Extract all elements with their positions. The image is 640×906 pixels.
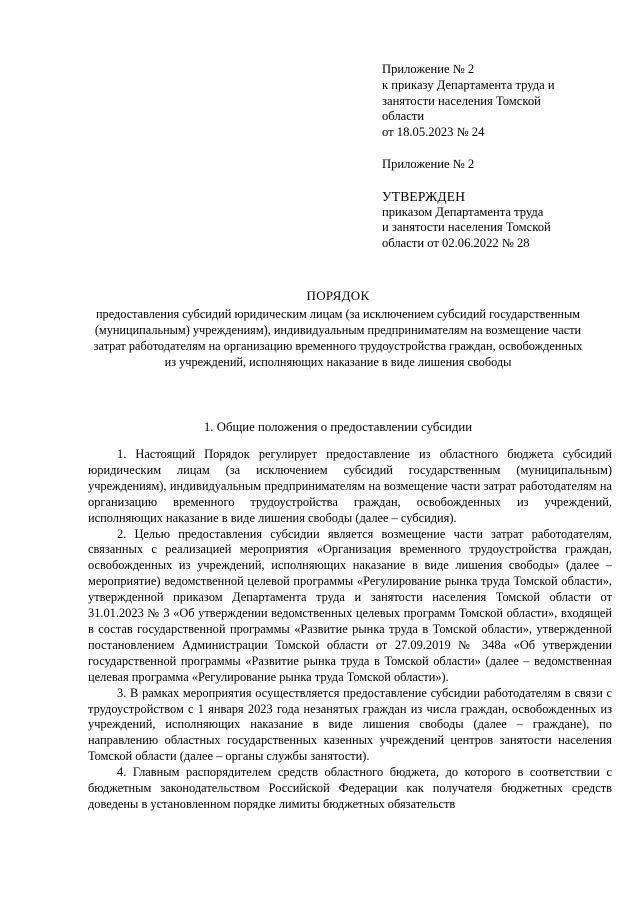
title-block [60,288,616,370]
paragraph-3: 3. В рамках мероприятия осуществляется предоставление субсидии работодателям в связи с трудоустройством с 1 января 2023 года незанятых граждан из числа граждан, освобожденных из учреждений, исполняющих наказание в виде лишения свободы (далее – граждане), по направлению областных государственных казенных учреждений центров занятости населения Томской области (далее – органы службы занятости). [88,685,612,764]
approved-line-3: области от 02.06.2022 № 28 [382,236,530,251]
document-subtitle: предоставления субсидий юридическим лицам (за исключением субсидий государственным (муниципальным) учреждениям), индивидуальным предпринимателям на возмещение части затрат работодателям на организацию временного трудоустройства граждан, освобожденных из учреждений, исполняющих наказание в виде лишения свободы [93,306,583,369]
appendix-line: Приложение № 2 [382,62,475,76]
approved-line-1: приказом Департамента труда [382,204,544,219]
body-text [88,447,612,813]
header-block [382,62,612,252]
approved-title: УТВЕРЖДЕН [382,188,466,204]
order-date: от 18.05.2023 № 24 [382,125,485,140]
paragraph-2: 2. Целью предоставления субсидии является возмещение части затрат работодателям, связанных с реализацией мероприятия «Организация временного трудоустройства граждан, освобожденных из учреждений, исполняющих наказание в виде лишения свободы» (далее – мероприятие) ведомственной целевой программы «Регулирование рынка труда Томской области», утвержденной приказом Департамента труда и занятости населения Томской области от 31.01.2023 № 3 «Об утверждении ведомственных целевых программ Томской области», входящей в состав государственной программы «Развитие рынка труда в Томской области», утвержденной постановлением Администрации Томской области от 27.09.2019 № 348а «Об утверждении государственной программы «Развитие рынка труда в Томской области» (далее – ведомственная целевая программа «Регулирование рынка труда Томской области»). [88,526,612,684]
appendix-line-2: Приложение № 2 [382,156,475,171]
document-title: ПОРЯДОК [306,288,370,303]
approved-line-2: и занятости населения Томской [382,220,551,235]
paragraph-4: 4. Главным распорядителем средств областного бюджета, до которого в соответствии с бюджетным законодательством Российской Федерации как получателя бюджетных средств доведены в установленном порядке лимиты бюджетных обязательств [88,765,612,811]
paragraph-1: 1. Настоящий Порядок регулирует предоставление из областного бюджета субсидий юридическим лицам (за исключением субсидий государственным (муниципальным) учреждениям), индивидуальным предпринимателям на возмещение части затрат работодателям на организацию временного трудоустройства граждан, освобожденных из учреждений, исполняющих наказание в виде лишения свободы (далее – субсидия). [88,447,612,525]
order-line-2: занятости населения Томской [382,93,541,108]
section-heading: 1. Общие положения о предоставлении субсидии [203,420,473,434]
spacer [382,173,612,189]
spacer [382,141,612,157]
order-line-3: области [382,109,425,124]
order-line-1: к приказу Департамента труда и [382,77,555,92]
